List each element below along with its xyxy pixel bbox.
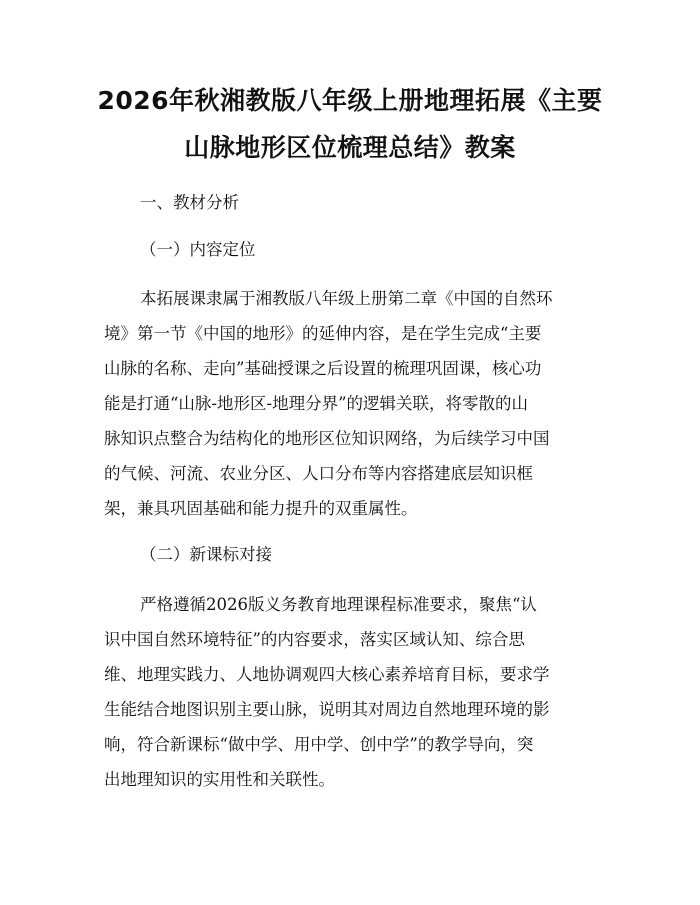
document-title-line-2: 山脉地形区位梳理总结》教案	[184, 133, 516, 162]
paragraph-line: 严格遵循2026版义务教育地理课程标准要求，聚焦“认	[140, 595, 537, 614]
paragraph-line: 脉知识点整合为结构化的地形区位知识网络，为后续学习中国	[104, 429, 550, 448]
paragraph-line: 的气候、河流、农业分区、人口分布等内容搭建底层知识框	[104, 464, 533, 483]
paragraph-line: 本拓展课隶属于湘教版八年级上册第二章《中国的自然环	[140, 289, 553, 308]
paragraph-line: 响，符合新课标“做中学、用中学、创中学”的教学导向，突	[104, 735, 534, 754]
paragraph-line: 架，兼具巩固基础和能力提升的双重属性。	[104, 499, 418, 518]
paragraph-line: 山脉的名称、走向”基础授课之后设置的梳理巩固课，核心功	[104, 359, 542, 378]
paragraph-line: 生能结合地图识别主要山脉，说明其对周边自然地理环境的影	[104, 700, 550, 719]
paragraph-line: 识中国自然环境特征”的内容要求，落实区域认知、综合思	[104, 630, 525, 649]
paragraph-line: 出地理知识的实用性和关联性。	[104, 770, 335, 789]
paragraph-line: 能是打通“山脉-地形区-地理分界”的逻辑关联，将零散的山	[104, 394, 529, 413]
document-title-line-1: 2026年秋湘教版八年级上册地理拓展《主要	[97, 86, 603, 115]
subsection-heading-curriculum-alignment: （二）新课标对接	[140, 545, 272, 564]
section-heading-material-analysis: 一、教材分析	[140, 193, 239, 212]
subsection-heading-content-positioning: （一）内容定位	[140, 240, 256, 259]
paragraph-line: 维、地理实践力、人地协调观四大核心素养培育目标，要求学	[104, 665, 550, 684]
paragraph-line: 境》第一节《中国的地形》的延伸内容，是在学生完成“主要	[104, 324, 542, 343]
